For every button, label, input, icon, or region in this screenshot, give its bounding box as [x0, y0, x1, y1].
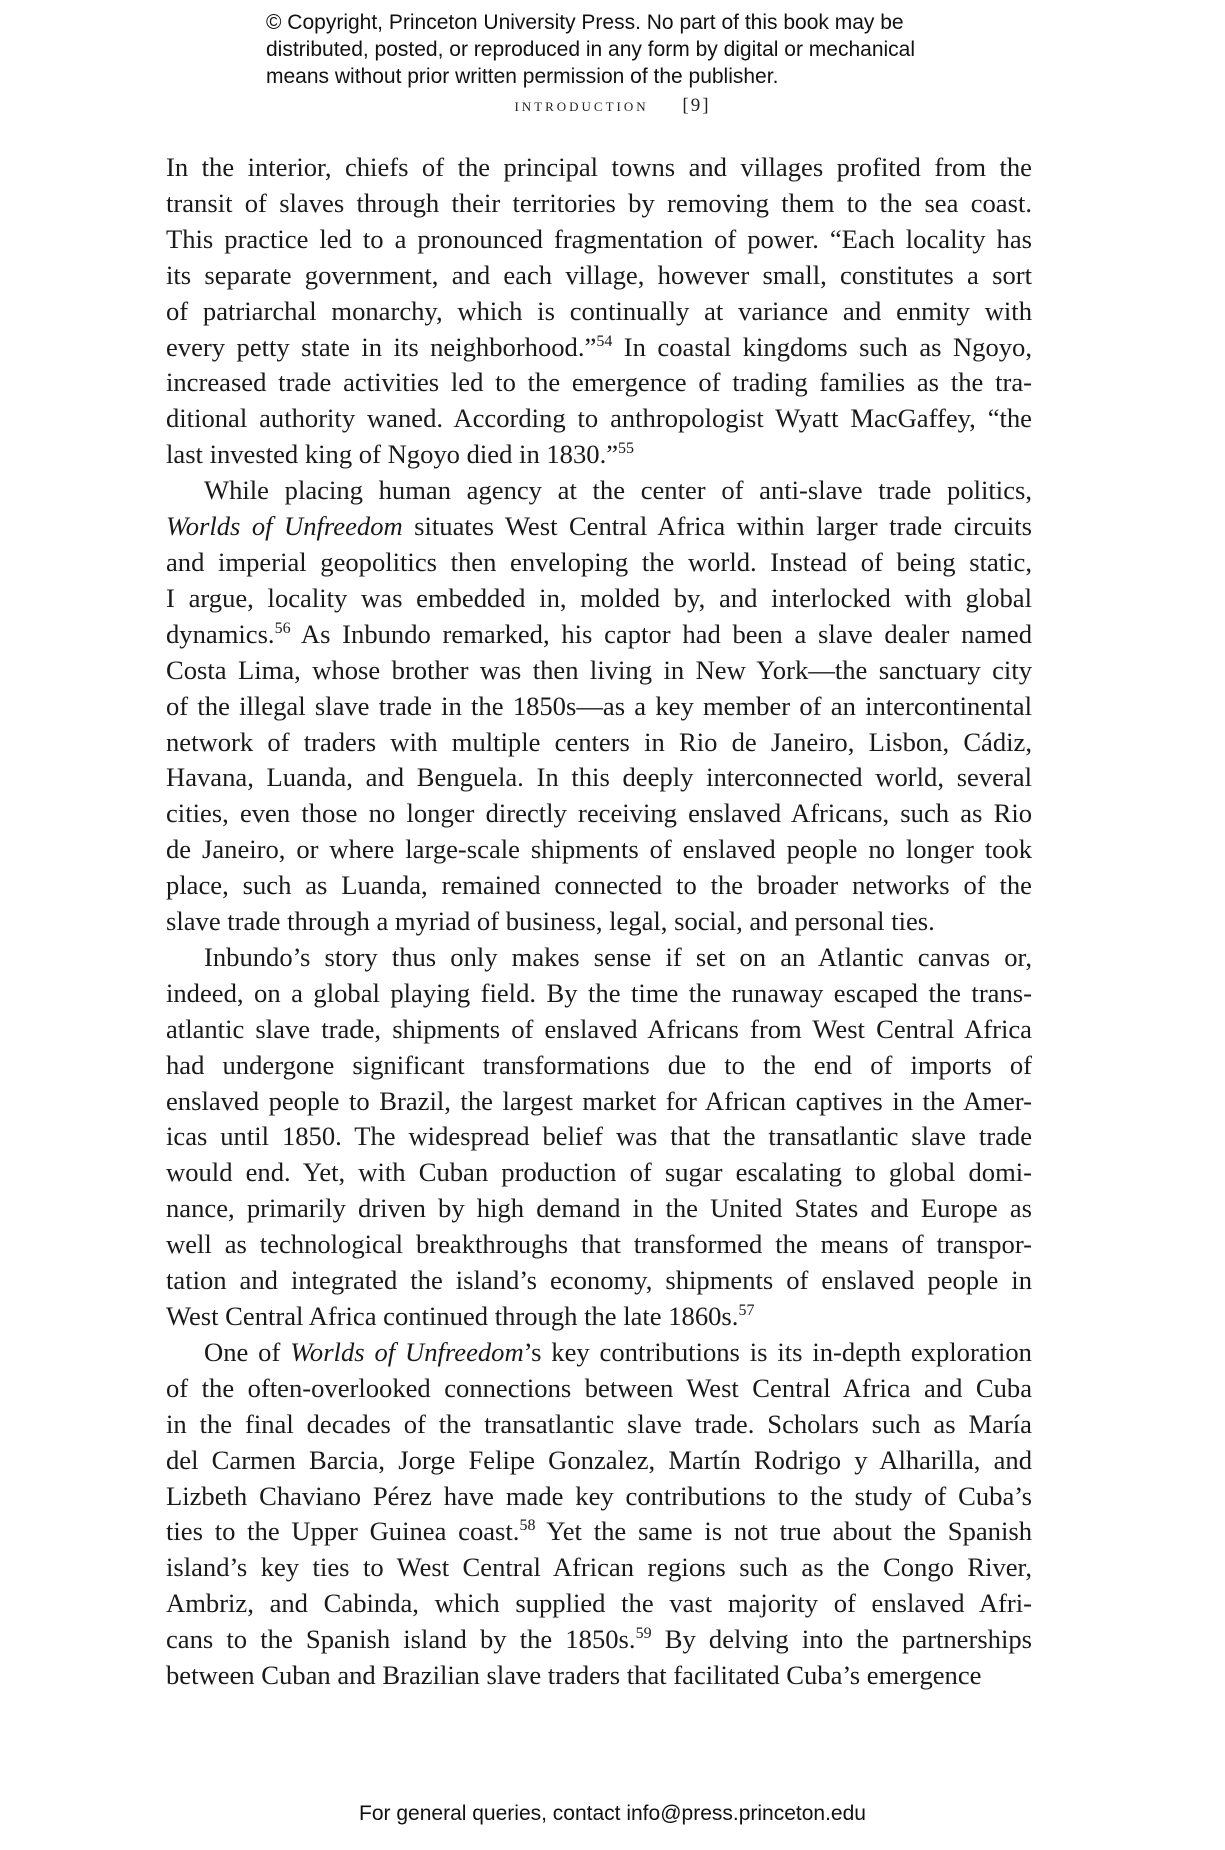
text-run: ’s key contributions is its in-depth exploration: [523, 1336, 1032, 1367]
text-line: [166, 1371, 1032, 1407]
text-run: in the final decades of the transatlantic slave trade. Scholars such as María: [166, 1408, 1032, 1439]
text-run: By delving into the partnerships: [651, 1624, 1033, 1655]
copyright-notice: [266, 9, 1026, 90]
text-run: increased trade activities led to the emergence of trading families as the tra-: [166, 367, 1032, 398]
text-line: [166, 186, 1032, 222]
text-run: dynamics.: [166, 618, 275, 649]
text-run: In the interior, chiefs of the principal towns and villages profited from the: [166, 152, 1032, 182]
text-line: [166, 725, 1032, 761]
text-run: Costa Lima, whose brother was then living in New York—the sanctuary city: [166, 654, 1032, 685]
text-line: [166, 832, 1032, 868]
paragraph: [166, 150, 1032, 473]
footnote-reference: 58: [519, 1517, 536, 1535]
text-run: enslaved people to Brazil, the largest market for African captives in the Amer-: [166, 1085, 1032, 1116]
text-run: ditional authority waned. According to anthropologist Wyatt MacGaffey, “the: [166, 403, 1032, 434]
text-run: would end. Yet, with Cuban production of sugar escalating to global domi-: [166, 1157, 1032, 1188]
text-run: As Inbundo remarked, his captor had been a slave dealer named: [290, 618, 1032, 649]
text-run: of patriarchal monarchy, which is continually at variance and enmity with: [166, 295, 1032, 326]
text-line: [166, 1514, 1032, 1550]
text-run: its separate government, and each village, however small, constitutes a sort: [166, 259, 1032, 290]
body-text: [166, 150, 1032, 1694]
paragraph: [166, 473, 1032, 940]
paragraph: [166, 940, 1032, 1335]
text-run: and imperial geopolitics then enveloping the world. Instead of being static,: [166, 546, 1032, 577]
copyright-line: © Copyright, Princeton University Press. No part of this book may be: [266, 11, 904, 34]
footnote-reference: 56: [274, 619, 291, 637]
text-line: [166, 258, 1032, 294]
text-line: [166, 330, 1032, 366]
text-run: indeed, on a global playing field. By the time the runaway escaped the trans-: [166, 977, 1032, 1008]
text-line: [166, 1407, 1032, 1443]
text-run: ties to the Upper Guinea coast.: [166, 1516, 520, 1547]
text-line: [166, 1335, 1032, 1371]
text-run: cans to the Spanish island by the 1850s.: [166, 1624, 636, 1655]
text-line: [166, 1227, 1032, 1263]
running-head-title: introduction: [514, 95, 649, 116]
text-run: well as technological breakthroughs that transformed the means of transpor-: [166, 1229, 1032, 1260]
footer-contact: For general queries, contact info@press.princeton.edu: [359, 1802, 866, 1825]
text-run: Havana, Luanda, and Benguela. In this deeply interconnected world, several: [166, 762, 1032, 793]
book-title: Worlds of Unfreedom: [166, 511, 403, 542]
text-run: slave trade through a myriad of business, legal, social, and personal ties.: [166, 906, 935, 937]
text-line: [166, 294, 1032, 330]
text-line: [166, 796, 1032, 832]
text-run: nance, primarily driven by high demand in the United States and Europe as: [166, 1193, 1032, 1224]
text-line: [166, 689, 1032, 725]
page-number: [9]: [682, 95, 711, 116]
text-run: of the often-overlooked connections between West Central Africa and Cuba: [166, 1372, 1032, 1403]
text-run: island’s key ties to West Central African regions such as the Congo River,: [166, 1552, 1032, 1583]
text-line: [166, 1048, 1032, 1084]
text-line: [166, 760, 1032, 796]
text-line: [166, 365, 1032, 401]
text-run: atlantic slave trade, shipments of enslaved Africans from West Central Africa: [166, 1013, 1032, 1044]
text-line: [166, 1622, 1032, 1658]
text-run: icas until 1850. The widespread belief was that the transatlantic slave trade: [166, 1121, 1032, 1152]
footnote-reference: 55: [618, 440, 635, 458]
text-run: situates West Central Africa within larger trade circuits: [402, 511, 1032, 542]
text-line: [166, 437, 1032, 473]
text-line: [166, 509, 1032, 545]
text-line: [166, 1084, 1032, 1120]
text-run: Yet the same is not true about the Spanish: [535, 1516, 1032, 1547]
text-run: tation and integrated the island’s economy, shipments of enslaved people in: [166, 1265, 1032, 1296]
text-line: [166, 904, 1032, 940]
text-line: [166, 1155, 1032, 1191]
text-run: every petty state in its neighborhood.”: [166, 331, 597, 362]
text-run: Lizbeth Chaviano Pérez have made key contributions to the study of Cuba’s: [166, 1480, 1032, 1511]
text-line: [166, 150, 1032, 186]
text-line: [166, 976, 1032, 1012]
text-line: [166, 1479, 1032, 1515]
text-line: [166, 401, 1032, 437]
text-line: [166, 868, 1032, 904]
text-line: [166, 940, 1032, 976]
text-run: de Janeiro, or where large-scale shipments of enslaved people no longer took: [166, 834, 1032, 865]
text-run: network of traders with multiple centers in Rio de Janeiro, Lisbon, Cádiz,: [166, 726, 1032, 757]
running-head: [0, 95, 1225, 117]
text-run: Inbundo’s story thus only makes sense if set on an Atlantic canvas or,: [204, 941, 1032, 972]
paragraph: [166, 1335, 1032, 1694]
text-run: While placing human agency at the center of anti-slave trade politics,: [204, 475, 1032, 506]
text-run: transit of slaves through their territories by removing them to the sea coast.: [166, 187, 1032, 218]
text-line: [166, 1550, 1032, 1586]
text-line: [166, 1012, 1032, 1048]
text-line: [166, 473, 1032, 509]
book-title: Worlds of Unfreedom: [290, 1336, 524, 1367]
text-run: cities, even those no longer directly receiving enslaved Africans, such as Rio: [166, 798, 1032, 829]
text-run: This practice led to a pronounced fragmentation of power. “Each locality has: [166, 223, 1032, 254]
text-run: del Carmen Barcia, Jorge Felipe Gonzalez, Martín Rodrigo y Alharilla, and: [166, 1444, 1032, 1475]
text-run: between Cuban and Brazilian slave traders that facilitated Cuba’s emergence: [166, 1660, 982, 1691]
text-line: [166, 1263, 1032, 1299]
text-run: place, such as Luanda, remained connected to the broader networks of the: [166, 870, 1032, 901]
text-line: [166, 545, 1032, 581]
text-line: [166, 581, 1032, 617]
text-line: [166, 1119, 1032, 1155]
footnote-reference: 57: [738, 1302, 755, 1319]
text-line: [166, 1191, 1032, 1227]
text-line: [166, 1443, 1032, 1479]
text-run: last invested king of Ngoyo died in 1830.”: [166, 439, 619, 470]
text-run: In coastal kingdoms such as Ngoyo,: [612, 331, 1032, 362]
text-run: Ambriz, and Cabinda, which supplied the vast majority of enslaved Afri-: [166, 1588, 1032, 1619]
text-run: of the illegal slave trade in the 1850s—as a key member of an intercontinental: [166, 690, 1032, 721]
text-line: [166, 1586, 1032, 1622]
text-line: [166, 222, 1032, 258]
footnote-reference: 59: [635, 1625, 652, 1643]
text-line: [166, 617, 1032, 653]
copyright-line: means without prior written permission of the publisher.: [266, 65, 779, 88]
footnote-reference: 54: [596, 332, 613, 350]
text-run: had undergone significant transformations due to the end of imports of: [166, 1049, 1032, 1080]
text-line: [166, 1658, 1032, 1694]
text-line: [166, 653, 1032, 689]
text-run: West Central Africa continued through the late 1860s.: [166, 1301, 739, 1331]
text-run: I argue, locality was embedded in, molded by, and interlocked with global: [166, 582, 1032, 613]
text-line: [166, 1299, 1032, 1335]
copyright-line: distributed, posted, or reproduced in any form by digital or mechanical: [266, 38, 916, 61]
text-run: One of: [204, 1336, 291, 1367]
